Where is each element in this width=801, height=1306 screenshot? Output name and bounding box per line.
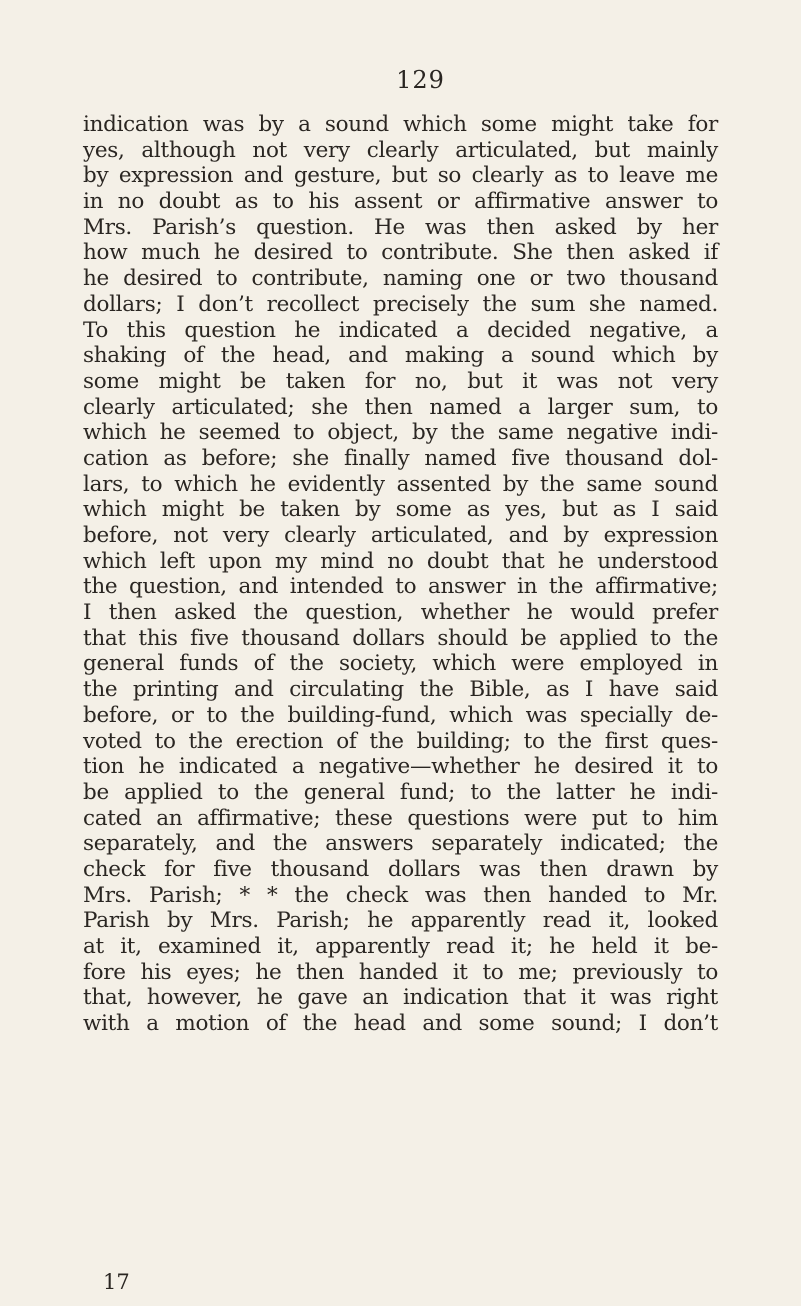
text-line: clearly articulated; she then named a larger sum, to bbox=[83, 394, 718, 420]
text-line: check for five thousand dollars was then drawn by bbox=[83, 856, 718, 882]
text-line: cation as before; she finally named five thousand dol- bbox=[83, 445, 718, 471]
signature-mark: 17 bbox=[103, 1270, 130, 1294]
text-line: the question, and intended to answer in the affirmative; bbox=[83, 574, 718, 600]
text-line: dollars; I don’t recollect precisely the sum she named. bbox=[83, 291, 718, 317]
body-text bbox=[83, 112, 718, 1037]
text-line: To this question he indicated a decided negative, a bbox=[83, 317, 718, 343]
text-line: the printing and circulating the Bible, as I have said bbox=[83, 677, 718, 703]
text-line: Mrs. Parish’s question. He was then asked by her bbox=[83, 214, 718, 240]
text-line: fore his eyes; he then handed it to me; previously to bbox=[83, 959, 718, 985]
text-line: shaking of the head, and making a sound which by bbox=[83, 343, 718, 369]
text-line: voted to the erection of the building; to the first ques- bbox=[83, 728, 718, 754]
text-line: that, however, he gave an indication that it was right bbox=[83, 985, 718, 1011]
text-line: at it, examined it, apparently read it; he held it be- bbox=[83, 934, 718, 959]
text-line: that this five thousand dollars should be applied to the bbox=[83, 625, 718, 651]
text-line: indication was by a sound which some might take for bbox=[83, 112, 718, 137]
text-line: cated an affirmative; these questions were put to him bbox=[83, 805, 718, 831]
text-line: with a motion of the head and some sound; I don’t bbox=[83, 1011, 718, 1037]
text-line: yes, although not very clearly articulated, but mainly bbox=[83, 137, 718, 163]
text-line: be applied to the general fund; to the latter he indi- bbox=[83, 779, 718, 805]
text-line: Mrs. Parish; * * the check was then handed to Mr. bbox=[83, 882, 718, 908]
text-line: how much he desired to contribute. She then asked if bbox=[83, 240, 718, 266]
text-line: which left upon my mind no doubt that he understood bbox=[83, 548, 718, 574]
text-line: general funds of the society, which were employed in bbox=[83, 651, 718, 677]
text-line: in no doubt as to his assent or affirmative answer to bbox=[83, 189, 718, 215]
text-line: Parish by Mrs. Parish; he apparently read it, looked bbox=[83, 908, 718, 934]
page-number bbox=[0, 66, 801, 94]
text-line: tion he indicated a negative—whether he desired it to bbox=[83, 754, 718, 780]
text-line: before, not very clearly articulated, and by expression bbox=[83, 523, 718, 548]
text-line: before, or to the building-fund, which was specially de- bbox=[83, 702, 718, 728]
text-line: separately, and the answers separately indicated; the bbox=[83, 831, 718, 857]
text-line: by expression and gesture, but so clearly as to leave me bbox=[83, 163, 718, 189]
page-number-text: 129 bbox=[396, 66, 445, 94]
text-line: I then asked the question, whether he would prefer bbox=[83, 600, 718, 626]
text-line: which he seemed to object, by the same negative indi- bbox=[83, 420, 718, 446]
text-line: some might be taken for no, but it was not very bbox=[83, 368, 718, 394]
text-line: which might be taken by some as yes, but as I said bbox=[83, 497, 718, 523]
text-line: he desired to contribute, naming one or two thousand bbox=[83, 266, 718, 292]
text-line: lars, to which he evidently assented by the same sound bbox=[83, 471, 718, 497]
